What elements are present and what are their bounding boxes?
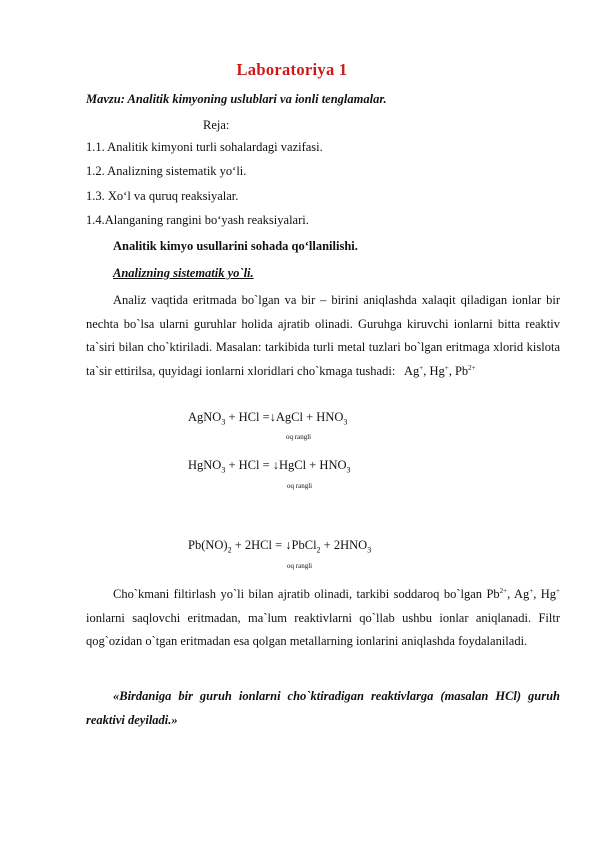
plan-heading: Reja: (203, 118, 230, 132)
section-heading: Analitik kimyo usullarini sohada qo‘llanilishi. (113, 239, 358, 253)
equation-note: oq rangli (287, 482, 313, 490)
section-subheading: Analizning sistematik yo`li. (113, 266, 254, 280)
equation-hgno3: HgNO$_3$ + HCl = ↓HgCl + $HNO_3$ (188, 458, 351, 475)
plan-item: 1.2. Analizning sistematik yo‘li. (86, 164, 247, 178)
ion-ag: Ag+ (403, 363, 424, 378)
paragraph-analysis: Analiz vaqtida eritmada bo`lgan va bir – birini aniqlashda xalaqit qiladigan ionlar bir nechta bo`lsa ularni guruhlar holida ajratib olinadi. Guruhga kiruvchi ionlarni bitta reaktiv ta`siri bilan cho`ktiriladi. Masalan: tarkibida turli metal tuzlari bo`lgan eritmaga xlorid kislota ta`sir ettirilsa, quyidagi ionlarni xloridlari cho`kmaga tushadi: Ag+, Hg+, $Pb^{2+}$ (86, 293, 560, 378)
equation-note: oq rangli (286, 433, 312, 441)
plan-item: 1.1. Analitik kimyoni turli sohalardagi vazifasi. (86, 140, 323, 154)
definition-quote: «Birdaniga bir guruh ionlarni cho`ktiradigan reaktivlarga (masalan HCl) guruh reaktivi deyiladi.» (86, 689, 560, 727)
topic-line: Mavzu: Analitik kimyoning uslublari va ionli tenglamalar. (86, 92, 387, 106)
page-title: Laboratoriya 1 (236, 60, 348, 79)
ion-pb: $Pb^{2+}$ (454, 363, 476, 378)
equation-agno3: AgNO$_3$ + HCl =↓AgCl + $HNO_3$ (188, 410, 348, 427)
ion-hg: Hg+ (429, 363, 449, 378)
equation-pbno: $Pb(NO)_2 + 2HCl$ = ↓PbCl$_2$ + $2HNO_3$ (188, 538, 372, 555)
paragraph-filtration: Cho`kmani filtirlash yo`li bilan ajratib olinadi, tarkibi soddaroq bo`lgan $Pb^{2+}$, Ag+, Hg+ ionlarni saqlovchi eritmadan, ma`lum reaktivlarni qo`llab ushbu ionlar aniqlanadi. Filtr qog`ozidan o`tgan eritmadan esa qolgan metallarning ionlarini aniqlashda foydalaniladi. (86, 586, 560, 648)
paragraph-text: Analiz vaqtida eritmada bo`lgan va bir – birini aniqlashda xalaqit qiladigan ionlar bir nechta bo`lsa ularni guruhlar holida ajratib olinadi. Guruhga kiruvchi ionlarni bitta reaktiv ta`siri bilan cho`ktiriladi. Masalan: tarkibida turli metal tuzlari bo`lgan eritmaga xlorid kislota ta`sir ettirilsa, quyidagi ionlarni xloridlari cho`kmaga tushadi: (86, 293, 560, 378)
equation-note: oq rangli (287, 562, 313, 570)
plan-item: 1.3. Xo‘l va quruq reaksiyalar. (86, 189, 239, 203)
plan-item: 1.4.Alanganing rangini bo‘yash reaksiyalari. (86, 213, 309, 227)
